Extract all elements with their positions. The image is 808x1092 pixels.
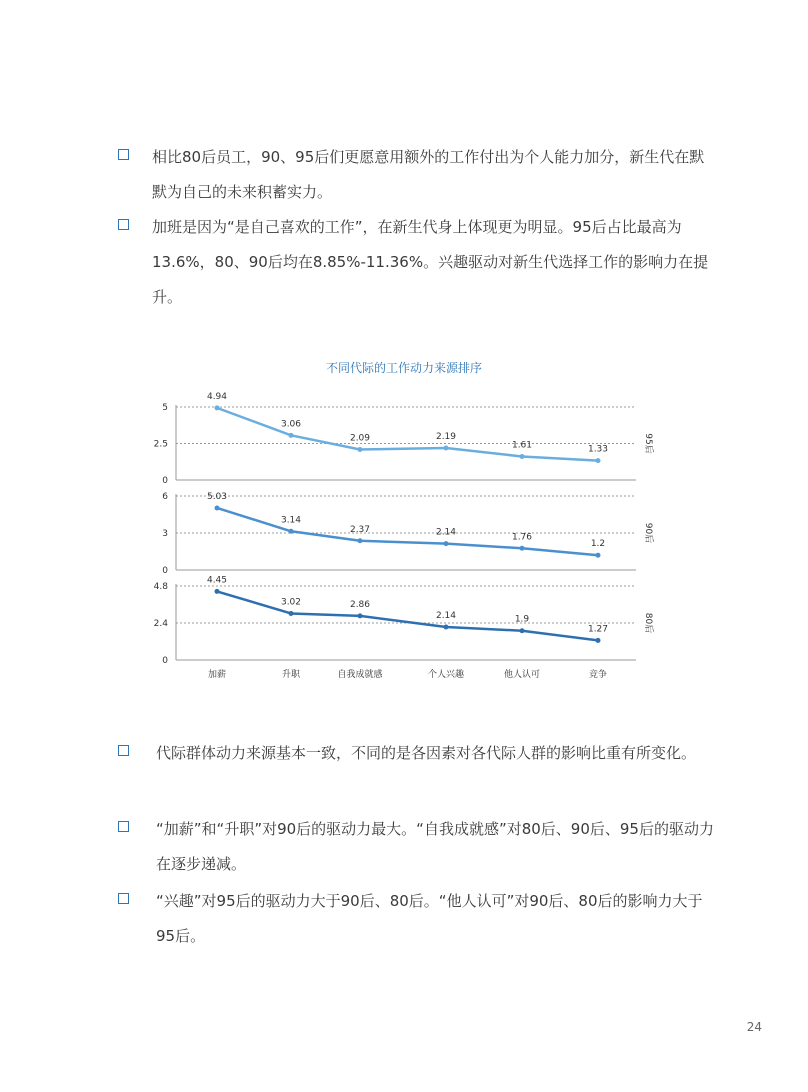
y-tick-label: 0 — [162, 476, 168, 486]
series-line — [217, 508, 598, 555]
data-point — [289, 611, 294, 616]
data-label: 2.14 — [435, 527, 457, 538]
checkbox-bullet-icon — [118, 219, 129, 230]
data-label: 1.27 — [587, 624, 609, 635]
data-label: 1.2 — [590, 539, 606, 550]
data-label: 3.02 — [280, 597, 302, 608]
data-point — [215, 589, 220, 594]
checkbox-bullet-icon — [118, 745, 129, 756]
data-point — [596, 638, 601, 643]
y-tick-label: 4.8 — [153, 582, 168, 592]
data-label: 1.76 — [511, 532, 533, 543]
checkbox-bullet-icon — [118, 893, 129, 904]
x-tick-label: 加薪 — [207, 670, 227, 680]
data-point — [289, 529, 294, 534]
series-line — [217, 408, 598, 461]
y-tick-label: 5 — [162, 403, 168, 413]
data-label: 5.03 — [206, 491, 228, 502]
chart-title: 不同代际的工作动力来源排序 — [325, 361, 483, 375]
panel-label: 90后 — [643, 522, 653, 544]
page-number: 24 — [746, 1020, 762, 1034]
bullet-text: 代际群体动力来源基本一致，不同的是各因素对各代际人群的影响比重有所变化。 — [156, 744, 697, 762]
data-point — [520, 454, 525, 459]
data-label: 1.61 — [511, 440, 533, 451]
checkbox-bullet-icon — [118, 149, 129, 160]
y-tick-label: 6 — [162, 492, 168, 502]
line-chart — [0, 340, 808, 700]
y-tick-label: 3 — [162, 529, 168, 539]
data-label: 2.14 — [435, 611, 457, 622]
data-point — [215, 505, 220, 510]
data-point — [444, 625, 449, 630]
bullet-text: 相比80后员工，90、95后们更愿意用额外的工作付出为个人能力加分，新生代在默默为自己的未来积蓄实力。 — [152, 148, 705, 201]
checkbox-bullet-icon — [118, 821, 129, 832]
x-tick-label: 他人认可 — [503, 670, 541, 680]
data-label: 2.19 — [435, 432, 457, 443]
data-point — [215, 405, 220, 410]
x-tick-label: 升职 — [281, 670, 301, 680]
y-tick-label: 0 — [162, 656, 168, 666]
y-tick-label: 2.5 — [153, 439, 168, 450]
x-tick-label: 自我成就感 — [337, 670, 383, 680]
bullet-text: “加薪”和“升职”对90后的驱动力最大。“自我成就感”对80后、90后、95后的驱动力在逐步递减。 — [156, 820, 714, 873]
data-label: 1.9 — [514, 614, 530, 625]
panel-label: 95后 — [643, 433, 653, 454]
data-label: 4.94 — [206, 391, 228, 402]
data-label: 4.45 — [206, 575, 228, 586]
data-point — [358, 447, 363, 452]
data-label: 3.14 — [280, 515, 302, 526]
data-point — [596, 553, 601, 558]
y-tick-label: 2.4 — [153, 619, 168, 629]
data-label: 2.37 — [349, 524, 371, 535]
data-point — [444, 446, 449, 451]
data-point — [520, 546, 525, 551]
data-point — [520, 628, 525, 633]
data-point — [596, 458, 601, 463]
x-tick-label: 竞争 — [588, 670, 608, 680]
y-tick-label: 0 — [162, 566, 168, 576]
data-label: 3.06 — [280, 419, 302, 430]
panel-label: 80后 — [643, 612, 653, 634]
data-label: 2.09 — [349, 433, 371, 444]
data-label: 2.86 — [349, 599, 371, 610]
bullet-text: 加班是因为“是自己喜欢的工作”，在新生代身上体现更为明显。95后占比最高为13.6%，80、90后均在8.85%-11.36%。兴趣驱动对新生代选择工作的影响力在提升。 — [152, 218, 709, 306]
data-label: 1.33 — [587, 444, 609, 455]
x-tick-label: 个人兴趣 — [427, 670, 465, 680]
data-point — [444, 541, 449, 546]
series-line — [217, 591, 598, 640]
data-point — [289, 433, 294, 438]
data-point — [358, 538, 363, 543]
bullet-text: “兴趣”对95后的驱动力大于90后、80后。“他人认可”对90后、80后的影响力大于95后。 — [156, 892, 703, 945]
data-point — [358, 613, 363, 618]
